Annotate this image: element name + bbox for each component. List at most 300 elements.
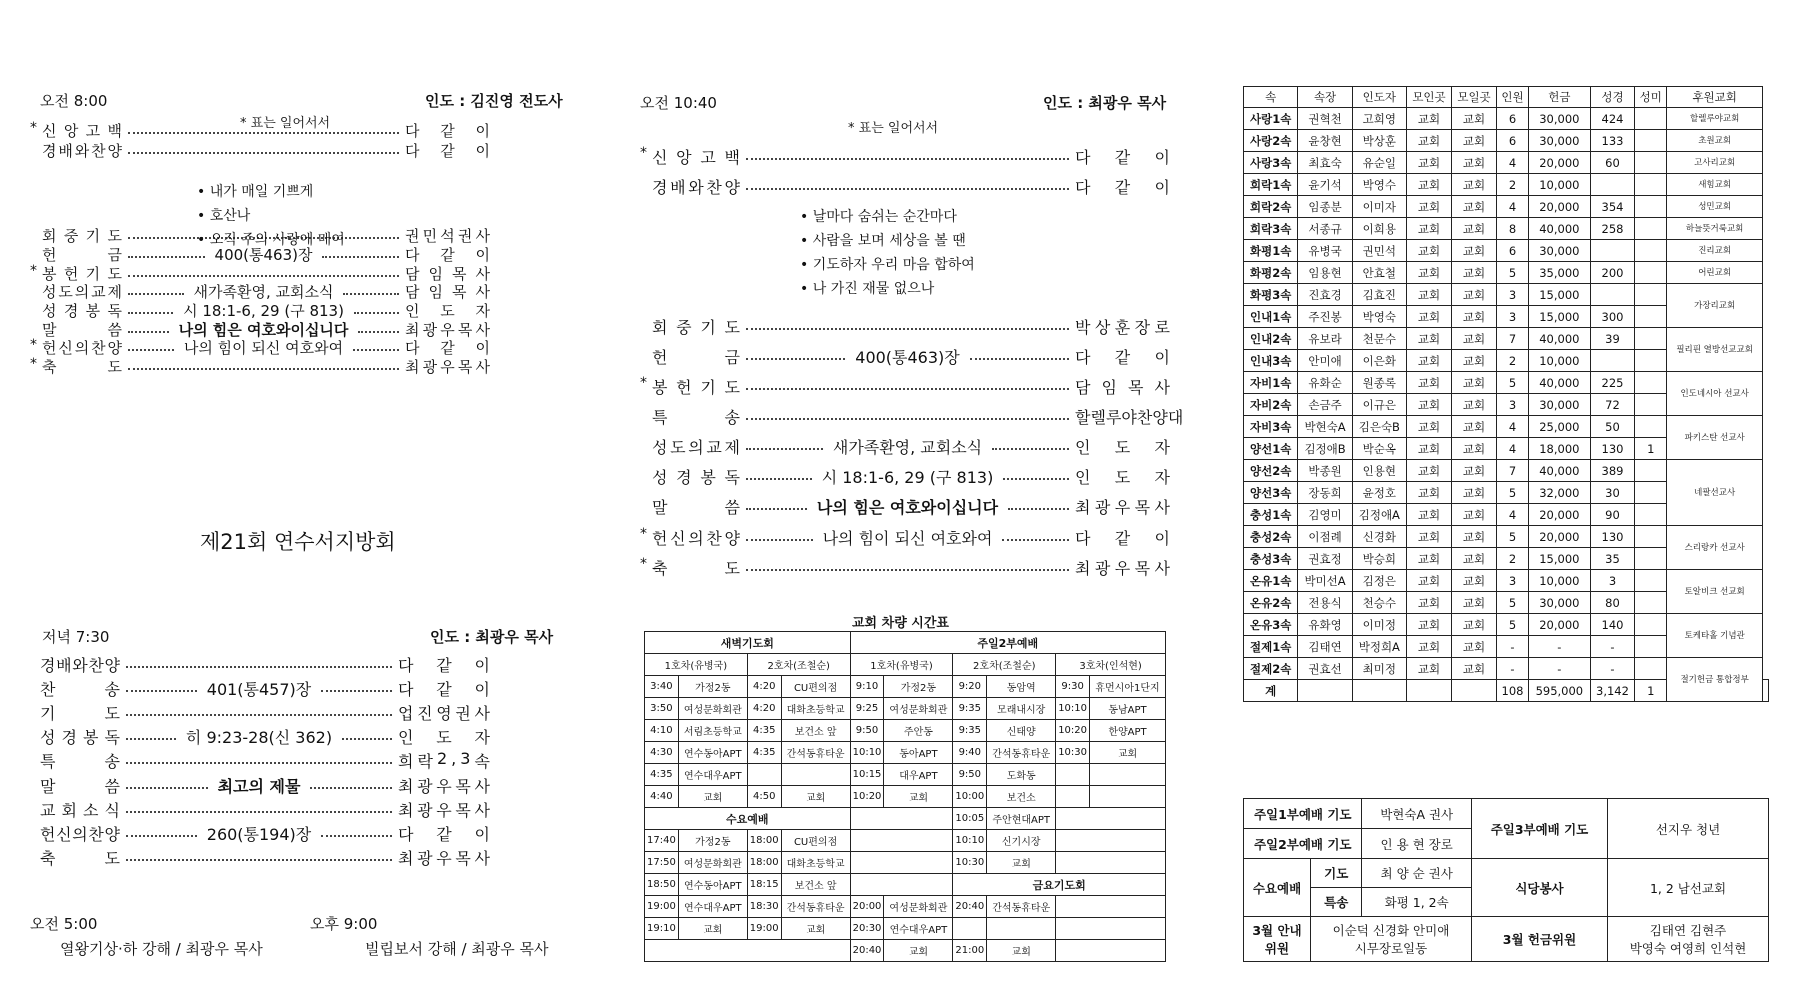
dot-leader [1002, 539, 1069, 541]
order-label-text: 축 도 [40, 849, 120, 868]
dot-leader [126, 666, 392, 668]
order-row [40, 798, 490, 821]
bus-cell [953, 918, 987, 940]
table-cell [1635, 526, 1667, 548]
total-people: 108 [1497, 680, 1529, 702]
table-cell: 교회 [1452, 614, 1497, 636]
order-detail: 시 18:1-6, 29 (구 813) [821, 468, 994, 487]
standing-note: * 표는 일어서서 [240, 116, 331, 131]
bus-cell: 10:30 [1056, 742, 1090, 764]
hymn-item: • 내가 매일 기쁘게 [197, 180, 345, 204]
order-label [40, 653, 120, 676]
table-row [1244, 240, 1769, 262]
bus-cell: 18:00 [747, 830, 781, 852]
dot-leader [126, 738, 176, 740]
bus-cell: 3:50 [645, 698, 679, 720]
table-header-row [1244, 87, 1769, 108]
standing-star: * [30, 263, 37, 279]
table-row [1244, 372, 1769, 394]
table-cell: 이규은 [1352, 394, 1406, 416]
order-row [40, 701, 490, 724]
table-row [1244, 460, 1769, 482]
column-header: 헌금 [1528, 87, 1590, 108]
table-cell [1635, 614, 1667, 636]
table-cell: 교회 [1406, 174, 1451, 196]
table-cell: 김정애B [1298, 438, 1352, 460]
table-cell: 자비1속 [1244, 372, 1298, 394]
bus-cell: 수요예배 [645, 808, 851, 830]
bus-cell: 9:40 [953, 742, 987, 764]
dot-leader [321, 690, 392, 692]
dot-leader [1008, 508, 1069, 510]
early-hymn-list [197, 180, 345, 252]
bus-cell: 4:20 [747, 698, 781, 720]
bus-cell: 교회 [987, 940, 1056, 962]
bus-cell [1056, 764, 1090, 786]
table-cell: 교회 [1452, 306, 1497, 328]
table-cell: 유화순 [1298, 372, 1352, 394]
order-leader: 다 같 이 [1075, 348, 1171, 367]
main-service-time: 오전 10:40 [640, 94, 717, 112]
table-cell: 유병국 [1298, 240, 1352, 262]
dot-leader [746, 188, 1069, 190]
table-row [1244, 284, 1769, 306]
standing-star [30, 281, 42, 302]
table-cell: 희락2속 [1244, 196, 1298, 218]
bus-cell: 10:20 [850, 786, 884, 808]
order-detail: 나의 힘은 여호와이십니다 [816, 498, 999, 517]
column-header: 속 [1244, 87, 1298, 108]
bus-row [645, 698, 1166, 720]
order-label-text: 헌 금 [652, 348, 740, 367]
table-cell: 3 [1497, 570, 1529, 592]
table-row [1244, 416, 1769, 438]
table-cell: 화평1속 [1244, 240, 1298, 262]
order-leader: 최 광 우 목 사 [398, 801, 490, 820]
total-amount: 595,000 [1528, 680, 1590, 702]
table-cell: - [1590, 636, 1635, 658]
table-cell: 300 [1590, 306, 1635, 328]
table-cell: 130 [1590, 438, 1635, 460]
bus-cell [850, 852, 953, 874]
table-cell [1635, 570, 1667, 592]
order-row [640, 526, 1170, 549]
kitchen-label: 식당봉사 [1471, 859, 1607, 917]
table-cell [1635, 240, 1667, 262]
table-cell: 교회 [1452, 504, 1497, 526]
bus-cell: 보건소 앞 [781, 720, 850, 742]
table-cell [1635, 152, 1667, 174]
table-cell [1635, 328, 1667, 350]
order-label [30, 140, 122, 161]
order-label [640, 556, 740, 579]
bus-cell: 금요기도회 [953, 874, 1166, 896]
order-detail: 최고의 제물 [217, 777, 301, 796]
table-cell: 3 [1497, 284, 1529, 306]
standing-star [640, 175, 652, 198]
order-row [640, 435, 1170, 458]
table-cell: 권민석 [1352, 240, 1406, 262]
table-cell: 교회 [1406, 416, 1451, 438]
table-cell [1590, 350, 1635, 372]
order-leader: 다 같 이 [405, 339, 490, 357]
bus-cell: 대우APT [884, 764, 953, 786]
bus-cell: 9:35 [953, 698, 987, 720]
table-cell: 35 [1590, 548, 1635, 570]
bus-cell: 한양APT [1090, 720, 1166, 742]
table-cell: 주진봉 [1298, 306, 1352, 328]
table-cell: 교회 [1406, 636, 1451, 658]
table-cell [1635, 174, 1667, 196]
table-row [1244, 328, 1769, 350]
order-leader: 인 도 자 [1075, 468, 1171, 487]
bus-cell: 9:50 [953, 764, 987, 786]
order-label-text: 회 중 기 도 [42, 227, 122, 245]
table-cell: 유보라 [1298, 328, 1352, 350]
order-detail: 나의 힘이 되신 여호와여 [183, 339, 344, 357]
bus-row [645, 918, 1166, 940]
table-cell: 5 [1497, 614, 1529, 636]
table-cell: 인내1속 [1244, 306, 1298, 328]
bus-row [645, 786, 1166, 808]
table-cell: 교회 [1452, 416, 1497, 438]
table-cell: 15,000 [1528, 284, 1590, 306]
table-cell: 교회 [1452, 262, 1497, 284]
table-cell: 박영숙 [1352, 306, 1406, 328]
bus-cell: 9:50 [850, 720, 884, 742]
table-cell: 40,000 [1528, 218, 1590, 240]
money-value [1608, 917, 1769, 962]
table-cell: 절제2속 [1244, 658, 1298, 680]
dot-leader [126, 714, 392, 716]
order-leader: 최 광 우 목 사 [405, 321, 490, 339]
table-cell [1635, 548, 1667, 570]
order-label [40, 798, 120, 821]
standing-star: * [30, 120, 37, 136]
table-cell: 6 [1497, 130, 1529, 152]
table-cell: 화평3속 [1244, 284, 1298, 306]
order-label-text: 봉 헌 기 도 [652, 378, 740, 397]
order-leader: 인 도 자 [398, 728, 491, 747]
column-header: 성미 [1635, 87, 1667, 108]
table-cell: 최미정 [1352, 658, 1406, 680]
order-label-text: 경 배 와 찬 양 [40, 656, 120, 675]
dot-leader [353, 349, 399, 351]
table-cell: 교회 [1406, 372, 1451, 394]
bus-cell: 17:40 [645, 830, 679, 852]
table-cell [1635, 592, 1667, 614]
table-cell: 김정애A [1352, 504, 1406, 526]
table-cell: 교회 [1406, 482, 1451, 504]
support-church: 인도네시아 선교사 [1667, 372, 1763, 416]
table-cell: 박승희 [1352, 548, 1406, 570]
wed-service-label: 수요예배 [1244, 859, 1311, 917]
column-main-service [640, 0, 1200, 992]
order-row [30, 281, 490, 302]
table-cell: 4 [1497, 504, 1529, 526]
dot-leader [128, 275, 399, 277]
dot-leader [746, 569, 1069, 571]
dawn-service-time: 오전 5:00 [30, 915, 98, 933]
table-cell: 50 [1590, 416, 1635, 438]
dot-leader [746, 158, 1069, 160]
column-header: 모인곳 [1406, 87, 1451, 108]
table-cell: 1 [1635, 438, 1667, 460]
dot-leader [746, 539, 813, 541]
table-cell: 윤정호 [1352, 482, 1406, 504]
dot-leader [746, 388, 1069, 390]
dot-leader [342, 738, 392, 740]
table-cell: 4 [1497, 416, 1529, 438]
order-row [640, 556, 1170, 579]
night-service-text: 빌립보서 강해 / 최광우 목사 [365, 940, 549, 958]
table-cell: 교회 [1406, 548, 1451, 570]
bus-cell: 동암역 [987, 676, 1056, 698]
standing-star [30, 140, 42, 161]
bus-cell: 도화동 [987, 764, 1056, 786]
standing-star [640, 495, 652, 518]
bus-cell [781, 764, 850, 786]
bus-cell [1090, 786, 1166, 808]
support-church: 새힘교회 [1667, 174, 1763, 196]
bus-cell: 교회 [884, 940, 953, 962]
order-detail: 401(통457)장 [206, 680, 312, 699]
column-header: 성경 [1590, 87, 1635, 108]
bus-row [645, 830, 1166, 852]
order-leader: 다 같 이 [1075, 148, 1170, 167]
dot-leader [358, 331, 399, 333]
bus-cell: 주일2부예배 [850, 632, 1165, 654]
table-cell: 교회 [1406, 284, 1451, 306]
bus-cell [850, 874, 953, 896]
table-cell: 자비2속 [1244, 394, 1298, 416]
order-row [640, 315, 1170, 338]
bus-cell: 4:35 [747, 720, 781, 742]
order-label-text: 축 도 [652, 559, 740, 578]
order-label [640, 495, 740, 518]
standing-star [30, 225, 42, 246]
table-cell [1635, 218, 1667, 240]
table-cell: 3 [1497, 394, 1529, 416]
table-row [1244, 658, 1769, 680]
column-header: 인도자 [1352, 87, 1406, 108]
dot-leader [128, 293, 184, 295]
dot-leader [126, 811, 392, 813]
table-cell: 권혁천 [1298, 108, 1352, 130]
order-label [640, 345, 740, 368]
table-row [1244, 526, 1769, 548]
sun2-prayer-value: 인 용 현 장로 [1362, 829, 1471, 859]
table-cell [1635, 482, 1667, 504]
table-row [1244, 262, 1769, 284]
dot-leader [126, 690, 197, 692]
bus-cell [1090, 764, 1166, 786]
order-row [640, 175, 1170, 198]
standing-star: * [640, 556, 647, 572]
order-label [40, 822, 120, 845]
bus-cell: 10:10 [850, 742, 884, 764]
bus-cell: 19:00 [747, 918, 781, 940]
table-cell: 133 [1590, 130, 1635, 152]
table-cell: 교회 [1406, 196, 1451, 218]
order-label [640, 145, 740, 168]
order-detail: 히 9:23-28(신 362) [185, 728, 333, 747]
main-hymn-list [800, 205, 975, 301]
order-label [640, 175, 740, 198]
bus-cell: 여성문화회관 [678, 852, 747, 874]
order-label [640, 405, 740, 428]
table-cell: 이은화 [1352, 350, 1406, 372]
order-label-text: 경 배 와 찬 양 [652, 178, 740, 197]
table-cell: 고희영 [1352, 108, 1406, 130]
dot-leader [992, 448, 1069, 450]
bus-row [645, 654, 1166, 676]
table-cell: 교회 [1406, 658, 1451, 680]
bus-row [645, 808, 1166, 830]
bus-row [645, 874, 1166, 896]
bus-cell: 19:00 [645, 896, 679, 918]
order-leader: 최 광 우 목 사 [398, 849, 490, 868]
table-cell: 희락3속 [1244, 218, 1298, 240]
bus-row [645, 940, 1166, 962]
table-cell: - [1497, 658, 1529, 680]
table-cell: 충성2속 [1244, 526, 1298, 548]
bus-cell: 1호차(유병국) [645, 654, 748, 676]
bus-cell: 18:00 [747, 852, 781, 874]
dot-leader [322, 256, 399, 258]
order-detail: 나의 힘은 여호와이십니다 [178, 321, 349, 339]
table-cell: 교회 [1452, 526, 1497, 548]
order-label-text: 회 중 기 도 [652, 318, 740, 337]
bus-cell: 여성문화회관 [678, 698, 747, 720]
bus-cell: 10:10 [1056, 698, 1090, 720]
table-cell: 안효철 [1352, 262, 1406, 284]
table-cell: 10,000 [1528, 570, 1590, 592]
table-cell: 30,000 [1528, 130, 1590, 152]
bus-schedule-table [644, 631, 1166, 962]
table-cell: 이미자 [1352, 196, 1406, 218]
column-header: 속장 [1298, 87, 1352, 108]
order-label-text: 성 경 봉 독 [40, 728, 120, 747]
bus-cell: 21:00 [953, 940, 987, 962]
table-cell: 5 [1497, 372, 1529, 394]
table-cell: 교회 [1452, 130, 1497, 152]
column-header: 모일곳 [1452, 87, 1497, 108]
table-cell [1635, 130, 1667, 152]
bus-cell: 간석동휴타운 [781, 896, 850, 918]
bus-cell: 4:10 [645, 720, 679, 742]
table-cell: 90 [1590, 504, 1635, 526]
table-cell: 임용현 [1298, 262, 1352, 284]
table-cell [1635, 306, 1667, 328]
district-meeting-title: 제21회 연수서지방회 [200, 530, 396, 554]
table-cell: 박순옥 [1352, 438, 1406, 460]
order-row [640, 405, 1184, 428]
table-cell: 김효진 [1352, 284, 1406, 306]
table-cell: 전용식 [1298, 592, 1352, 614]
table-cell: 60 [1590, 152, 1635, 174]
bus-row [645, 676, 1166, 698]
order-label [640, 435, 740, 458]
standing-star [640, 435, 652, 458]
bus-cell: 교회 [781, 918, 850, 940]
table-cell [1635, 350, 1667, 372]
hymn-item: • 기도하자 우리 마음 합하여 [800, 253, 975, 277]
table-cell: 김정은 [1352, 570, 1406, 592]
bus-cell: 9:20 [953, 676, 987, 698]
support-church: 하늘뜻거룩교회 [1667, 218, 1763, 240]
table-cell: 7 [1497, 328, 1529, 350]
order-label-text: 성 도 의 교 제 [42, 283, 122, 301]
dot-leader [126, 835, 197, 837]
order-leader: 최 광 우 목 사 [1075, 498, 1170, 517]
column-early-service [30, 0, 590, 992]
table-cell: 2 [1497, 548, 1529, 570]
dot-leader [970, 358, 1069, 360]
table-cell: 김태연 [1298, 636, 1352, 658]
order-label-text: 특 송 [40, 752, 120, 771]
support-church: 할렐루야교회 [1667, 108, 1763, 130]
order-label-text: 말 씀 [42, 321, 122, 339]
bus-cell: 4:35 [747, 742, 781, 764]
order-row [40, 774, 490, 797]
order-label [40, 749, 120, 772]
order-label [40, 701, 120, 724]
bus-cell: 연수대우APT [884, 918, 953, 940]
bus-cell: 1호차(유병국) [850, 654, 953, 676]
table-cell: 인내2속 [1244, 328, 1298, 350]
support-church: 절기헌금 통합정부 [1667, 658, 1763, 702]
table-row [1244, 108, 1769, 130]
wed-prayer-label: 기도 [1311, 859, 1362, 888]
standing-star [640, 465, 652, 488]
bus-cell: 가정2동 [678, 830, 747, 852]
table-cell: - [1497, 636, 1529, 658]
order-label [40, 677, 120, 700]
order-detail: 시 18:1-6, 29 (구 813) [183, 302, 344, 320]
table-cell: 20,000 [1528, 152, 1590, 174]
standing-star: * [30, 337, 37, 353]
table-cell: 교회 [1452, 438, 1497, 460]
table-cell: 인용현 [1352, 460, 1406, 482]
table-cell: 7 [1497, 460, 1529, 482]
table-cell: 20,000 [1528, 504, 1590, 526]
bus-cell: 4:30 [645, 742, 679, 764]
order-label-text: 찬 송 [40, 680, 120, 699]
bus-row [645, 896, 1166, 918]
bus-cell: 18:30 [747, 896, 781, 918]
bus-cell: 휴먼시아1단지 [1090, 676, 1166, 698]
order-row [40, 846, 490, 869]
table-cell: 15,000 [1528, 306, 1590, 328]
dot-leader [128, 368, 399, 370]
order-leader: 할 렐 루 야 찬 양 대 [1075, 408, 1184, 427]
order-row [640, 495, 1170, 518]
total-rice: 1 [1635, 680, 1667, 702]
bus-cell: 주안동 [884, 720, 953, 742]
table-cell: 박정희A [1352, 636, 1406, 658]
bus-cell: 연수동아APT [678, 874, 747, 896]
table-cell: 20,000 [1528, 526, 1590, 548]
table-cell: 30,000 [1528, 592, 1590, 614]
early-service-time: 오전 8:00 [40, 92, 108, 110]
order-label [30, 356, 122, 377]
order-leader: 최 광 우 목 사 [405, 358, 490, 376]
table-cell: 교회 [1406, 438, 1451, 460]
bus-cell: 18:15 [747, 874, 781, 896]
table-cell: 양선2속 [1244, 460, 1298, 482]
cell-group-table [1243, 86, 1769, 702]
